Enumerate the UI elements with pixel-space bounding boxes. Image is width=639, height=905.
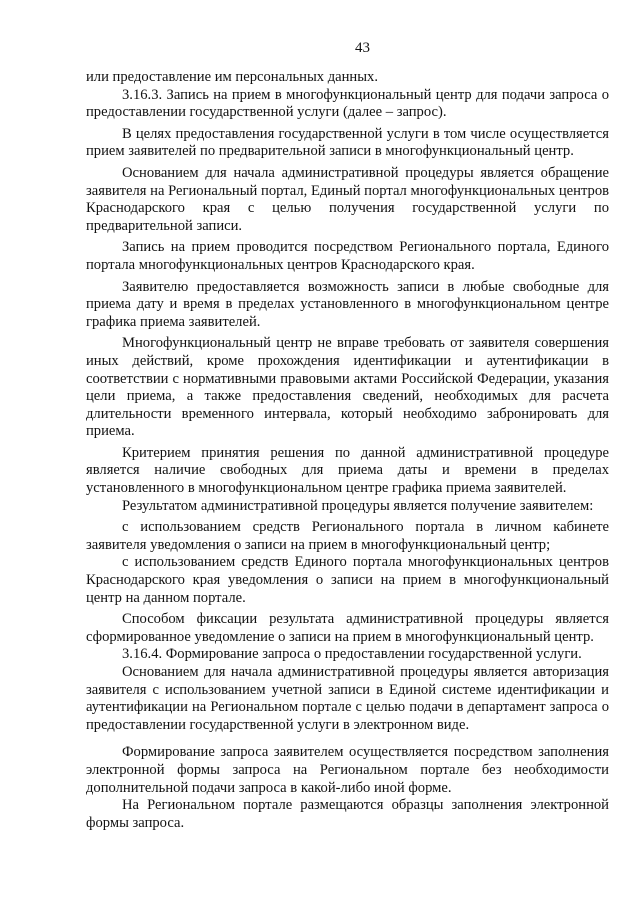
section-heading-3-16-4: 3.16.4. Формирование запроса о предоставлении государственной услуги. bbox=[122, 646, 582, 663]
paragraph: Способом фиксации результата административной процедуры является сформированное уведомление о записи на прием в многофункциональный центр. bbox=[86, 611, 609, 645]
list-item: с использованием средств Регионального портала в личном кабинете заявителя уведомления о записи на прием в многофункциональный центр; bbox=[86, 519, 609, 553]
paragraph: Результатом административной процедуры является получение заявителем: bbox=[122, 497, 594, 514]
document-body bbox=[86, 69, 609, 832]
paragraph: Основанием для начала административной процедуры является обращение заявителя на Региональный портал, Единый портал многофункциональных центров Краснодарского края с целью получения государственной услуги по предварительной записи. bbox=[86, 164, 610, 234]
paragraph: На Региональном портале размещаются образцы заполнения электронной формы запроса. bbox=[86, 797, 609, 831]
paragraph: Критерием принятия решения по данной административной процедуре является наличие свободных для приема даты и времени в пределах установленного в многофункциональном центре графика приема заявителей. bbox=[86, 444, 609, 497]
list-item: с использованием средств Единого портала многофункциональных центров Краснодарского края уведомления о записи на прием в многофункциональный центр на данном портале. bbox=[86, 554, 609, 606]
paragraph: Формирование запроса заявителем осуществляется посредством заполнения электронной формы запроса на Региональном портале без необходимости дополнительной подачи запроса в какой-либо иной форме. bbox=[86, 744, 609, 796]
paragraph-continuation: или предоставление им персональных данных. bbox=[86, 69, 378, 85]
page-number: 43 bbox=[355, 40, 370, 56]
paragraph: Многофункциональный центр не вправе требовать от заявителя совершения иных действий, кроме прохождения идентификации и аутентификации в соответствии с нормативными правовыми актами Российской Федерации, указания цели приема, а также предоставления сведений, необходимых для расчета длительности временного интервала, который необходимо забронировать для приема. bbox=[86, 335, 609, 440]
paragraph: Заявителю предоставляется возможность записи в любые свободные для приема дату и время в пределах установленного в многофункциональном центре графика приема заявителей. bbox=[86, 278, 609, 330]
paragraph: Основанием для начала административной процедуры является авторизация заявителя с использованием учетной записи в Единой системе идентификации и аутентификации на Региональном портале с целью подачи в департамент запроса о предоставлении государственной услуги в электронном виде. bbox=[86, 664, 609, 733]
paragraph: Запись на прием проводится посредством Регионального портала, Единого портала многофункциональных центров Краснодарского края. bbox=[86, 239, 609, 273]
section-heading-3-16-3: 3.16.3. Запись на прием в многофункциональный центр для подачи запроса о предоставлении государственной услуги (далее – запрос). bbox=[86, 86, 609, 121]
paragraph: В целях предоставления государственной услуги в том числе осуществляется прием заявителей по предварительной записи в многофункциональный центр. bbox=[86, 125, 609, 160]
